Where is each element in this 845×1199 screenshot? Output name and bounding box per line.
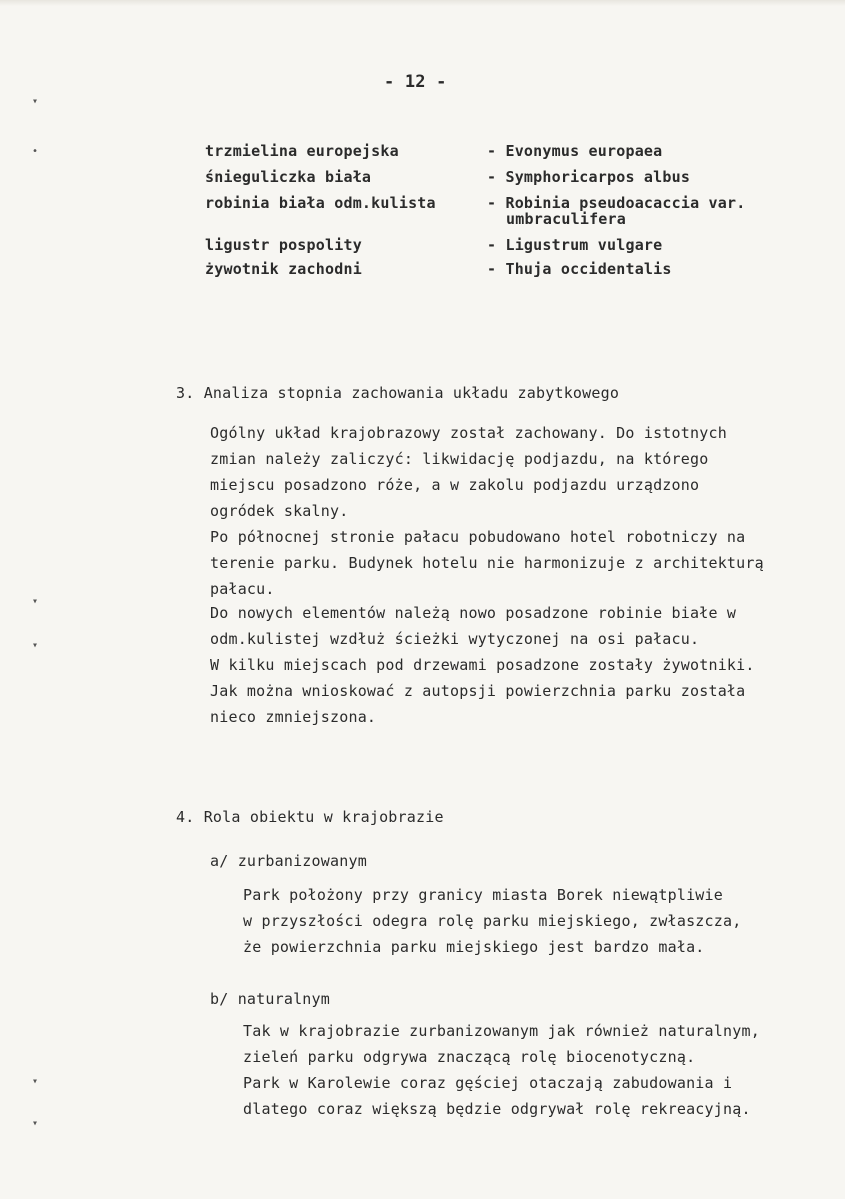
margin-mark: ▾ (32, 596, 39, 607)
plant-polish-name: trzmielina europejska (205, 142, 399, 160)
paragraph-line: terenie parku. Budynek hotelu nie harmonizuje z architekturą (210, 554, 764, 572)
paragraph-line: miejscu posadzono róże, a w zakolu podjazdu urządzono (210, 476, 700, 494)
paragraph-line: dlatego coraz większą będzie odgrywał rolę rekreacyjną. (243, 1100, 751, 1118)
paragraph-line: Park w Karolewie coraz gęściej otaczają zabudowania i (243, 1074, 733, 1092)
margin-mark: ▾ (32, 1076, 39, 1087)
margin-mark: ▾ (32, 1118, 39, 1129)
plant-latin-name: - Symphoricarpos albus (487, 168, 691, 186)
plant-polish-name: ligustr pospolity (205, 236, 362, 254)
plant-latin-name: - Evonymus europaea (487, 142, 663, 160)
plant-polish-name: śnieguliczka biała (205, 168, 372, 186)
page-number: - 12 - (384, 72, 447, 92)
margin-mark: ▾ (32, 96, 39, 107)
margin-mark: • (32, 146, 39, 157)
paragraph-line: odm.kulistej wzdłuż ścieżki wytyczonej na osi pałacu. (210, 630, 700, 648)
paragraph-line: Ogólny układ krajobrazowy został zachowany. Do istotnych (210, 424, 727, 442)
plant-polish-name: żywotnik zachodni (205, 260, 362, 278)
plant-latin-name: - Robinia pseudoacaccia var. (487, 194, 746, 212)
paragraph-line: w przyszłości odegra rolę parku miejskiego, zwłaszcza, (243, 912, 742, 930)
paragraph-line: zmian należy zaliczyć: likwidację podjazdu, na którego (210, 450, 709, 468)
paragraph-line: ogródek skalny. (210, 502, 349, 520)
paragraph-line: pałacu. (210, 580, 275, 598)
subsection-label: b/ naturalnym (210, 990, 330, 1008)
paragraph-line: W kilku miejscach pod drzewami posadzone zostały żywotniki. (210, 656, 755, 674)
paragraph-line: Tak w krajobrazie zurbanizowanym jak również naturalnym, (243, 1022, 760, 1040)
paragraph-line: Park położony przy granicy miasta Borek niewątpliwie (243, 886, 723, 904)
section-heading: 4. Rola obiektu w krajobrazie (176, 808, 444, 826)
plant-polish-name: robinia biała odm.kulista (205, 194, 436, 212)
paragraph-line: Jak można wnioskować z autopsji powierzchnia parku została (210, 682, 746, 700)
paragraph-line: zieleń parku odgrywa znaczącą rolę biocenotyczną. (243, 1048, 696, 1066)
margin-mark: ▾ (32, 640, 39, 651)
paragraph-line: nieco zmniejszona. (210, 708, 377, 726)
plant-latin-name: - Ligustrum vulgare (487, 236, 663, 254)
plant-latin-name-cont: umbraculifera (506, 210, 626, 228)
scan-edge (0, 0, 845, 6)
section-heading: 3. Analiza stopnia zachowania układu zabytkowego (176, 384, 620, 402)
subsection-label: a/ zurbanizowanym (210, 852, 367, 870)
paragraph-line: że powierzchnia parku miejskiego jest bardzo mała. (243, 938, 705, 956)
paragraph-line: Do nowych elementów należą nowo posadzone robinie białe w (210, 604, 737, 622)
plant-latin-name: - Thuja occidentalis (487, 260, 672, 278)
paragraph-line: Po północnej stronie pałacu pobudowano hotel robotniczy na (210, 528, 746, 546)
